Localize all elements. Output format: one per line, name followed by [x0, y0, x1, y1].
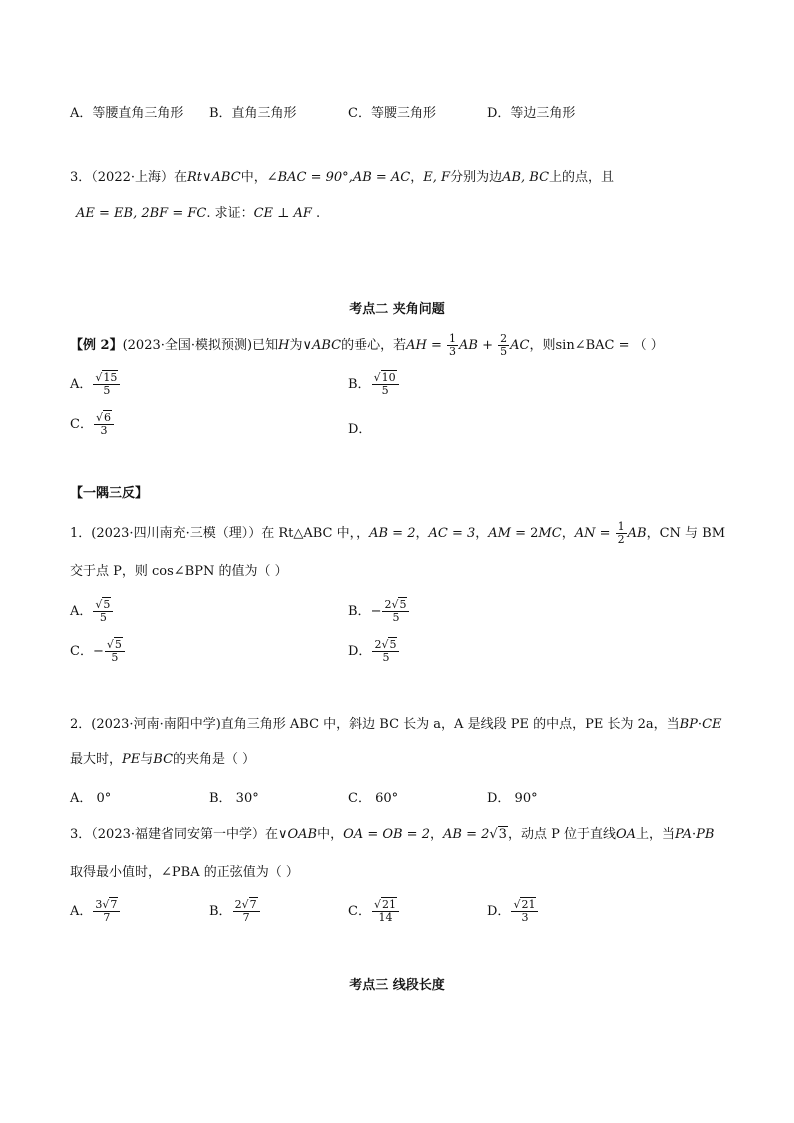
practice-2-line-2	[70, 750, 255, 770]
math-condition: ∠BAC = 90°	[266, 170, 349, 185]
math-line: OA	[615, 827, 637, 842]
option-label: D．	[487, 904, 511, 919]
option-label: C．	[70, 417, 93, 432]
coefficient: 2	[384, 598, 392, 611]
example-2-line	[70, 333, 664, 358]
math-condition: AB = 2	[369, 526, 416, 541]
question-3-line-1	[70, 168, 614, 188]
text: ，	[475, 526, 489, 541]
fraction: $\frac{√5}{5}$	[105, 639, 125, 664]
denominator: 5	[500, 345, 508, 358]
option-label: A．	[70, 904, 93, 919]
fraction: $\frac{2√7}{7}$	[233, 899, 260, 924]
practice-3-option-c	[348, 899, 400, 924]
vector-ab: AB	[459, 338, 478, 353]
question-number: 3．	[70, 827, 92, 842]
option-label: C．	[348, 904, 371, 919]
option-c: C．等腰三角形	[348, 106, 436, 121]
vector-mc: MC	[538, 526, 562, 541]
question-number: 2．	[70, 717, 92, 732]
question-source: (2023·四川南充·三模（理））	[91, 526, 262, 541]
practice-label: 【一隅三反】	[70, 486, 149, 501]
denominator: 3	[100, 424, 108, 437]
question-source: (2023·全国·模拟预测)	[122, 338, 253, 353]
numerator: 1	[617, 520, 625, 533]
section-heading: 考点三 线段长度	[349, 978, 445, 993]
question-number: 1．	[70, 526, 92, 541]
option-d: D． 90°	[487, 791, 538, 806]
text: ，则	[529, 338, 556, 353]
denominator: 5	[111, 651, 119, 664]
math-condition: AE = EB, 2BF = FC	[76, 206, 207, 221]
option-a: A．等腰直角三角形	[70, 106, 184, 121]
practice-1-line-2: 交于点 P，则 cos∠BPN 的值为（ ）	[70, 564, 288, 579]
question-source: （2022·上海）	[91, 170, 174, 185]
radicand: 5	[103, 598, 111, 611]
vector-bc: BC	[153, 752, 174, 767]
text: .	[311, 206, 321, 221]
denominator: 2	[617, 533, 625, 546]
math-condition: ,AB = AC	[348, 170, 411, 185]
denominator: 5	[103, 384, 111, 397]
denominator: 14	[378, 911, 393, 924]
practice-1-line-1	[70, 521, 725, 546]
fraction: $\frac{2√5}{5}$	[372, 639, 399, 664]
fraction: $\frac{√21}{14}$	[372, 899, 399, 924]
radicand: 7	[110, 898, 118, 911]
radicand: 5	[399, 598, 407, 611]
math-triangle: Rt∨ABC	[187, 170, 241, 185]
vector-am: AM	[488, 526, 511, 541]
section-heading: 考点二 夹角问题	[349, 302, 445, 317]
math-segments: AB, BC	[502, 170, 550, 185]
text: 与	[140, 752, 154, 767]
text: 的夹角是（ ）	[173, 752, 256, 767]
option-label: B．	[348, 604, 371, 619]
option-label: B．	[348, 377, 371, 392]
text: 在	[174, 170, 188, 185]
plus: +	[477, 338, 498, 353]
text: 中，	[240, 170, 267, 185]
text: 分别为边	[450, 170, 503, 185]
math-expression: sin∠BAC = （ ）	[555, 338, 664, 353]
math-claim: CE ⊥ AF	[253, 206, 312, 221]
dot-operator: ·	[697, 717, 703, 732]
fraction: $\frac{√6}{3}$	[94, 412, 114, 437]
example-label: 【例 2】	[70, 338, 123, 353]
math-symbol: H	[278, 338, 290, 353]
option-label: A．	[70, 377, 93, 392]
question-number: 3．	[70, 170, 92, 185]
practice-1-option-b	[348, 599, 410, 624]
radicand: 6	[103, 411, 111, 424]
text: (2023·河南·南阳中学)直角三角形 ABC 中，斜边 BC 长为 a，A 是线段 PE 的中点，PE 长为 2a，当	[91, 717, 680, 732]
practice-3-option-b	[209, 899, 261, 924]
practice-3-option-d	[487, 899, 539, 924]
denominator: 5	[392, 611, 400, 624]
text: ，	[410, 170, 424, 185]
text: 为	[289, 338, 303, 353]
numerator: 1	[449, 332, 457, 345]
sign: −	[92, 644, 104, 659]
option-a: A． 0°	[70, 791, 112, 806]
practice-2-line-1	[70, 715, 722, 735]
vector-pb: PB	[696, 827, 715, 842]
text: 上，当	[636, 827, 676, 842]
vector-ah: AH	[406, 338, 427, 353]
numerator: 2	[500, 332, 508, 345]
text: 最大时，	[70, 752, 123, 767]
option-c: C． 60°	[348, 791, 399, 806]
radicand: 5	[389, 638, 397, 651]
coefficient: 3	[95, 898, 103, 911]
text: 已知	[252, 338, 279, 353]
fraction	[498, 333, 509, 358]
math-triangle: ∨OAB	[278, 827, 318, 842]
question-3-line-2	[76, 204, 320, 224]
coefficient: 2	[374, 638, 382, 651]
math-condition: AB = 2	[443, 827, 490, 842]
option-label: A．	[70, 604, 93, 619]
practice-1-option-d	[348, 639, 400, 664]
practice-3-line-1: 3．（2023·福建省同安第一中学）在∨OAB中，OA = OB = 2，AB = 2√3，动点 P 位于直线OA上，当PA·PB	[70, 827, 715, 842]
text: （2023·福建省同安第一中学）在	[91, 827, 278, 842]
vector-ab: AB	[627, 526, 647, 541]
radicand: 10	[381, 371, 396, 384]
fraction: $\frac{√5}{5}$	[93, 599, 113, 624]
fraction	[447, 333, 458, 358]
practice-1-option-c	[70, 639, 126, 664]
text: 中，	[317, 827, 344, 842]
vector-ce: CE	[702, 717, 722, 732]
radicand: 5	[114, 638, 122, 651]
denominator: 5	[382, 651, 390, 664]
fraction: $\frac{2√5}{5}$	[382, 599, 409, 624]
option-b: B．直角三角形	[209, 106, 297, 121]
equals: =	[426, 338, 447, 353]
math-points: E, F	[423, 170, 451, 185]
text: ，	[561, 526, 575, 541]
denominator: 5	[381, 384, 389, 397]
option-d: D．等边三角形	[487, 106, 576, 121]
denominator: 3	[449, 345, 457, 358]
radicand: 21	[521, 898, 536, 911]
sign: −	[370, 604, 382, 619]
example-2-option-b	[348, 372, 400, 397]
radicand: 7	[249, 898, 257, 911]
equals: =	[595, 526, 615, 541]
vector-an: AN	[574, 526, 596, 541]
denominator: 5	[99, 611, 107, 624]
vector-ac: AC	[510, 338, 530, 353]
example-2-option-a	[70, 372, 121, 397]
fraction: $\frac{√10}{5}$	[372, 372, 399, 397]
dot-operator: ·	[691, 827, 697, 842]
text: 在 Rt△ABC 中，，	[261, 526, 370, 541]
text: 的垂心，若	[341, 338, 407, 353]
equals: = 2	[510, 526, 539, 541]
math-triangle: ∨ABC	[302, 338, 342, 353]
denominator: 3	[521, 911, 529, 924]
option-label: D．	[348, 644, 372, 659]
denominator: 7	[103, 911, 111, 924]
vector-pe: PE	[122, 752, 141, 767]
fraction: $\frac{√21}{3}$	[511, 899, 538, 924]
text: ，CN 与 BM	[646, 526, 726, 541]
text: 上的点，且	[549, 170, 615, 185]
fraction	[616, 521, 627, 546]
fraction: $\frac{√15}{5}$	[93, 372, 120, 397]
denominator: 7	[242, 911, 250, 924]
vector-pa: PA	[675, 827, 692, 842]
vector-bp: BP	[679, 717, 698, 732]
practice-3-option-a	[70, 899, 121, 924]
example-2-option-d	[348, 418, 371, 437]
text: ，	[429, 827, 443, 842]
radicand: 3	[498, 827, 507, 842]
fraction: $\frac{3√7}{7}$	[93, 899, 120, 924]
radicand: 21	[381, 898, 396, 911]
text: ，	[415, 526, 429, 541]
coefficient: 2	[234, 898, 242, 911]
text: ，动点 P 位于直线	[507, 827, 616, 842]
example-2-option-c	[70, 412, 115, 437]
option-label: D．	[348, 422, 372, 437]
option-b: B． 30°	[209, 791, 259, 806]
option-label: B．	[209, 904, 232, 919]
math-condition: OA = OB = 2	[343, 827, 430, 842]
practice-3-line-2: 取得最小值时，∠PBA 的正弦值为（ ）	[70, 865, 299, 880]
radicand: 15	[103, 371, 118, 384]
practice-1-option-a	[70, 599, 114, 624]
text: . 求证：	[206, 206, 254, 221]
option-label: C．	[70, 644, 93, 659]
math-condition: AC = 3	[428, 526, 476, 541]
